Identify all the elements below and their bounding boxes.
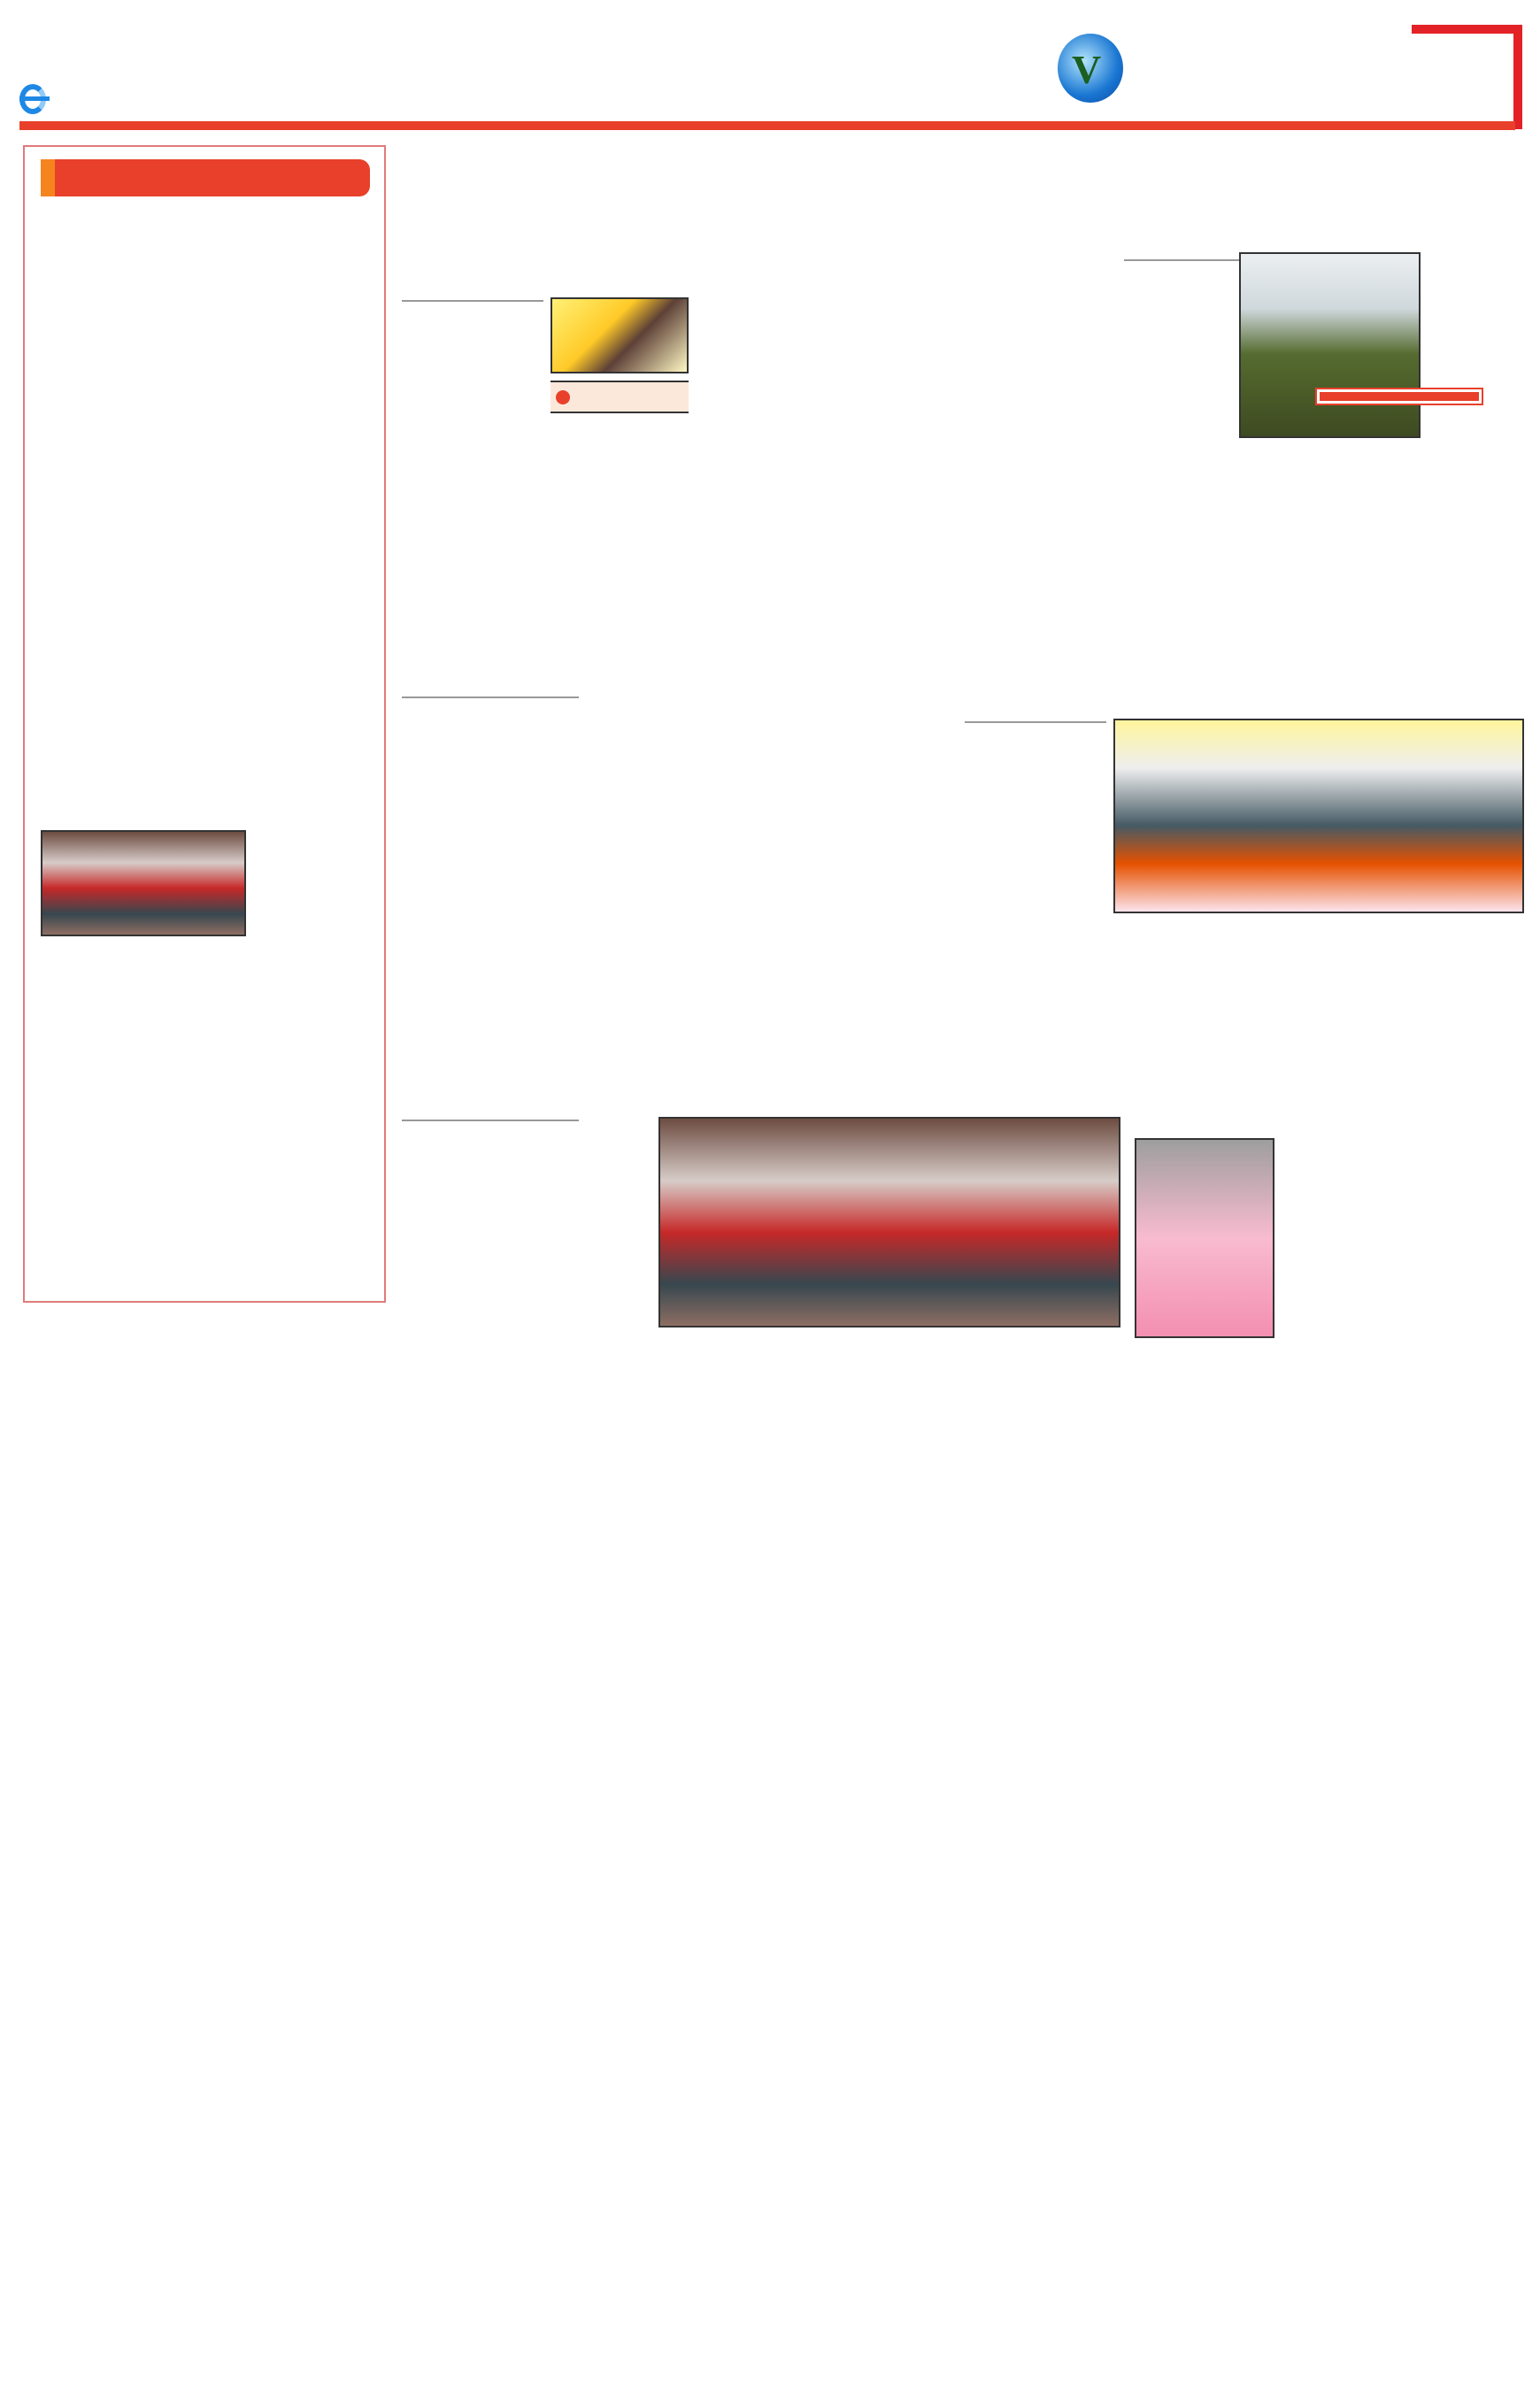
story-body: [41, 237, 370, 602]
story-wrap-text: [253, 832, 370, 938]
career-photo: [1135, 1138, 1274, 1338]
promotion-body2: [1124, 483, 1248, 611]
lead-col3b: [696, 497, 837, 611]
promotion-callout: [1317, 389, 1482, 404]
raju-col2: [588, 694, 765, 1062]
promotion-photo: [1239, 252, 1421, 438]
lead-col1b: [402, 497, 543, 611]
protest-photo: [658, 1117, 1120, 1327]
bullet-icon: [556, 390, 570, 404]
story-body: [41, 1227, 370, 1297]
chaupal-photo: [41, 830, 246, 936]
website-url[interactable]: [19, 84, 55, 114]
header-divider: [19, 121, 1515, 130]
byline: [402, 1117, 579, 1121]
lead-col1: [402, 319, 543, 496]
lead-col2: [551, 434, 689, 611]
byline: [402, 694, 579, 698]
goshthi-body2: [965, 920, 1524, 1062]
robbery-illustration: [551, 297, 689, 373]
mla-body: [774, 910, 951, 1062]
protest-tail: [658, 1333, 1120, 1504]
protest-body: [402, 1138, 653, 1504]
globe-logo-icon: V: [1058, 34, 1123, 103]
byline: [402, 297, 543, 302]
page-number-frame: [1412, 25, 1522, 129]
raju-col1: [402, 715, 579, 1062]
ek-najar-tag: [41, 159, 370, 196]
phonepe-body: [965, 177, 1115, 611]
story-body: [41, 940, 370, 1177]
paper-logo: [1058, 34, 1132, 103]
promotion-body3a: [1253, 442, 1386, 611]
promotion-body3b: [1393, 442, 1526, 611]
byline: [965, 719, 1106, 723]
goshthi-photo: [1113, 719, 1524, 913]
promotion-body: [1124, 276, 1248, 480]
browser-globe-icon: [19, 84, 46, 114]
lead-callout: [551, 381, 689, 413]
lead-col3: [696, 297, 837, 494]
engineer-body: [774, 657, 951, 860]
byline: [1124, 257, 1248, 261]
